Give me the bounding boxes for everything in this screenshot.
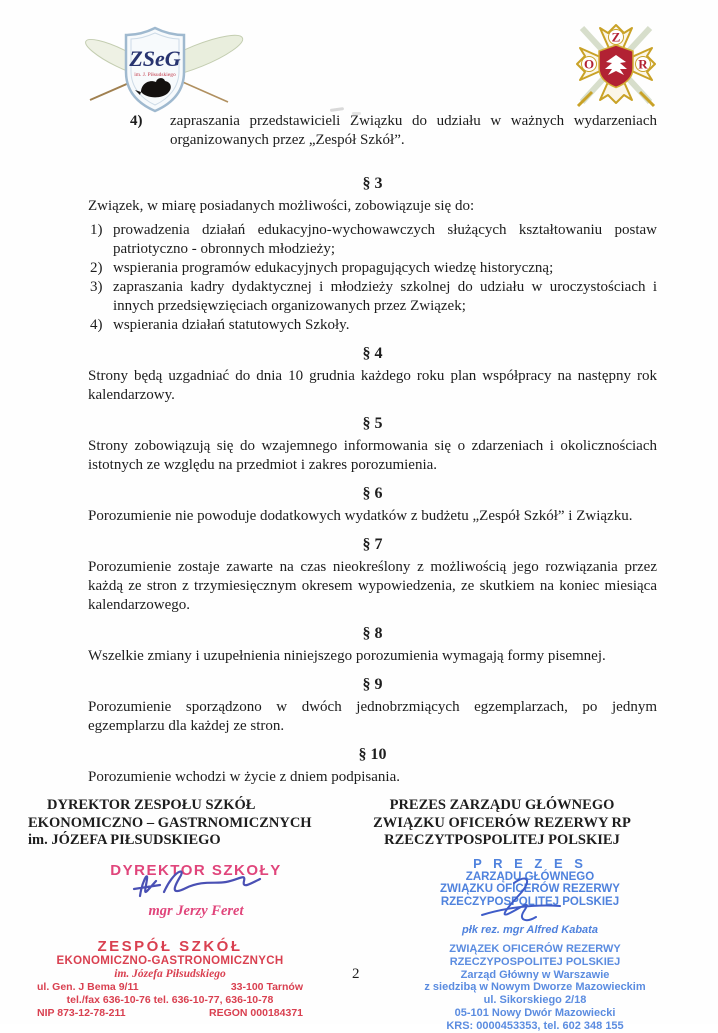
zor-letter-z: Z xyxy=(611,29,621,45)
union-address-stamp xyxy=(383,943,687,1033)
section-3 xyxy=(88,174,657,335)
zseg-crest-icon xyxy=(80,20,255,116)
signatory-title-line: EKONOMICZNO – GASTRNOMICZNYCH xyxy=(28,814,312,831)
director-handwritten-signature xyxy=(120,862,270,919)
signatory-title-line: PREZES ZARZĄDU GŁÓWNEGO xyxy=(389,797,615,813)
union-stamp-line: ZWIĄZEK OFICERÓW REZERWY xyxy=(449,943,621,955)
section-5 xyxy=(88,414,657,475)
director-role-text: DYREKTOR SZKOŁY xyxy=(110,862,282,879)
list-item xyxy=(88,221,657,259)
list-item-marker: 1) xyxy=(90,222,103,238)
section-6 xyxy=(88,484,657,526)
section-5-text: Strony zobowiązują się do wzajemnego informowania się o zdarzeniach i okolicznościach istotnych ze względu na przedmiot i zakres porozumienia. xyxy=(88,438,657,473)
school-stamp-phones: tel./fax 636-10-76 tel. 636-10-77, 636-10-78 xyxy=(66,994,274,1006)
section-10-text: Porozumienie wchodzi w życie z dniem podpisania. xyxy=(88,769,400,785)
list-item xyxy=(88,278,657,316)
zseg-school-logo xyxy=(80,20,255,121)
school-stamp-street: ul. Gen. J Bema 9/11 xyxy=(37,981,139,993)
school-stamp-ids-row xyxy=(33,1007,307,1020)
section-7 xyxy=(88,535,657,615)
signatory-title-line: im. JÓZEFA PIŁSUDSKIEGO xyxy=(28,832,221,848)
union-stamp-line: RZECZYPOSPOLITEJ POLSKIEJ xyxy=(449,955,621,968)
zor-union-logo xyxy=(570,14,662,115)
section-9 xyxy=(88,675,657,736)
list-item-marker: 2) xyxy=(90,260,103,276)
list-item-marker: 3) xyxy=(90,279,103,295)
section-9-text: Porozumienie sporządzono w dwóch jednobrzmiących egzemplarzach, po jednym egzemplarzu dla każdej ze stron. xyxy=(88,699,657,734)
school-stamp-name: ZESPÓŁ SZKÓŁ xyxy=(97,938,243,955)
section-8-text: Wszelkie zmiany i uzupełnienia niniejszego porozumienia wymagają formy pisemnej. xyxy=(88,648,606,664)
section-6-heading: § 6 xyxy=(362,485,383,502)
signatory-title-prezes xyxy=(352,797,652,850)
union-stamp-line: ul. Sikorskiego 2/18 xyxy=(483,994,587,1007)
section-8 xyxy=(88,624,657,666)
list-item xyxy=(88,316,657,335)
director-name-text: mgr Jerzy Feret xyxy=(148,903,244,919)
union-stamp-line: Zarząd Główny w Warszawie xyxy=(460,968,610,981)
section-10 xyxy=(88,745,657,787)
list-item-text: prowadzenia działań edukacyjno-wychowawczych służących kształtowaniu postaw patriotyczno - obronnych młodzieży; xyxy=(113,222,657,257)
signature-ink-icon xyxy=(120,862,270,914)
signatory-title-line: ZWIĄZKU OFICERÓW REZERWY RP xyxy=(373,814,631,831)
union-stamp-line: 05-101 Nowy Dwór Mazowiecki xyxy=(454,1006,616,1019)
signatory-title-line: DYREKTOR ZESPOŁU SZKÓŁ xyxy=(47,797,256,813)
school-stamp-patron: im. Józefa Piłsudskiego xyxy=(114,968,226,980)
prezes-stamp-line: P R E Z E S xyxy=(473,856,587,871)
signatory-title-line: RZECZYTPOSPOLITEJ POLSKIEJ xyxy=(384,832,620,848)
prezes-stamp-line: ZARZĄDU GŁÓWNEGO xyxy=(465,870,595,883)
section-10-heading: § 10 xyxy=(358,746,387,763)
continued-list-item-4 xyxy=(88,112,657,150)
section-7-heading: § 7 xyxy=(362,536,383,553)
union-stamp-line: KRS: 0000453353, tel. 602 348 155 xyxy=(446,1019,624,1032)
list-item-text: wspierania programów edukacyjnych propagujących wiedzę historyczną; xyxy=(113,260,554,276)
school-stamp-address-row xyxy=(33,981,307,994)
section-5-heading: § 5 xyxy=(362,415,383,432)
zseg-logo-subtext: im. J. Piłsudskiego xyxy=(134,72,176,78)
zor-letter-r: R xyxy=(638,56,648,72)
list-item-text: zapraszania przedstawicieli Związku do udziału w ważnych wydarzeniach organizowanych przez „Zespół Szkół”. xyxy=(170,113,657,148)
page-number: 2 xyxy=(352,966,360,982)
zseg-logo-text: ZSeG xyxy=(129,46,181,71)
prezes-stamp-line: RZECZYPOSPOLITEJ POLSKIEJ xyxy=(440,895,620,908)
school-stamp-nip: NIP 873-12-78-211 xyxy=(37,1007,126,1019)
section-8-heading: § 8 xyxy=(362,625,383,642)
list-item-text: zapraszania kadry dydaktycznej i młodzieży szkolnej do udziału w uroczystościach i innych przedsięwzięciach organizowanych przez Związek; xyxy=(113,279,657,314)
section-3-intro: Związek, w miarę posiadanych możliwości, zobowiązuje się do: xyxy=(88,198,475,214)
section-9-heading: § 9 xyxy=(362,676,383,693)
signature-ink-icon xyxy=(462,873,572,931)
section-6-text: Porozumienie nie powoduje dodatkowych wydatków z budżetu „Zespół Szkół” i Związku. xyxy=(88,508,633,524)
document-body xyxy=(88,112,657,787)
list-item-marker: 4) xyxy=(130,113,143,129)
prezes-name-text: płk rez. mgr Alfred Kabata xyxy=(462,924,598,936)
section-3-heading: § 3 xyxy=(362,175,383,192)
list-item xyxy=(88,259,657,278)
section-7-text: Porozumienie zostaje zawarte na czas nieokreślony z możliwością jego rozwiązania przez każdą ze stron z trzymiesięcznym okresem wypowiedzenia, ze skutkiem na koniec miesiąca kalendarzowego. xyxy=(88,559,657,613)
prezes-stamp-line: ZWIĄZKU OFICERÓW REZERWY xyxy=(440,883,620,895)
list-item-text: wspierania działań statutowych Szkoły. xyxy=(113,317,350,333)
school-stamp-regon: REGON 000184371 xyxy=(209,1007,303,1019)
school-stamp-name2: EKONOMICZNO-GASTRONOMICZNYCH xyxy=(56,955,284,967)
school-stamp-city: 33-100 Tarnów xyxy=(230,981,303,993)
section-3-list xyxy=(88,221,657,335)
list-item-marker: 4) xyxy=(90,317,103,333)
union-stamp-line: z siedzibą w Nowym Dworze Mazowieckim xyxy=(424,981,646,994)
school-address-stamp xyxy=(33,939,307,1020)
section-4-text: Strony będą uzgadniać do dnia 10 grudnia każdego roku plan współpracy na następny rok kalendarzowy. xyxy=(88,368,657,403)
prezes-handwritten-signature xyxy=(462,873,572,936)
section-4-heading: § 4 xyxy=(362,345,383,362)
section-4 xyxy=(88,344,657,405)
zor-cross-icon xyxy=(570,14,662,110)
zor-letter-o: O xyxy=(583,56,595,72)
signatory-title-director xyxy=(28,797,338,850)
